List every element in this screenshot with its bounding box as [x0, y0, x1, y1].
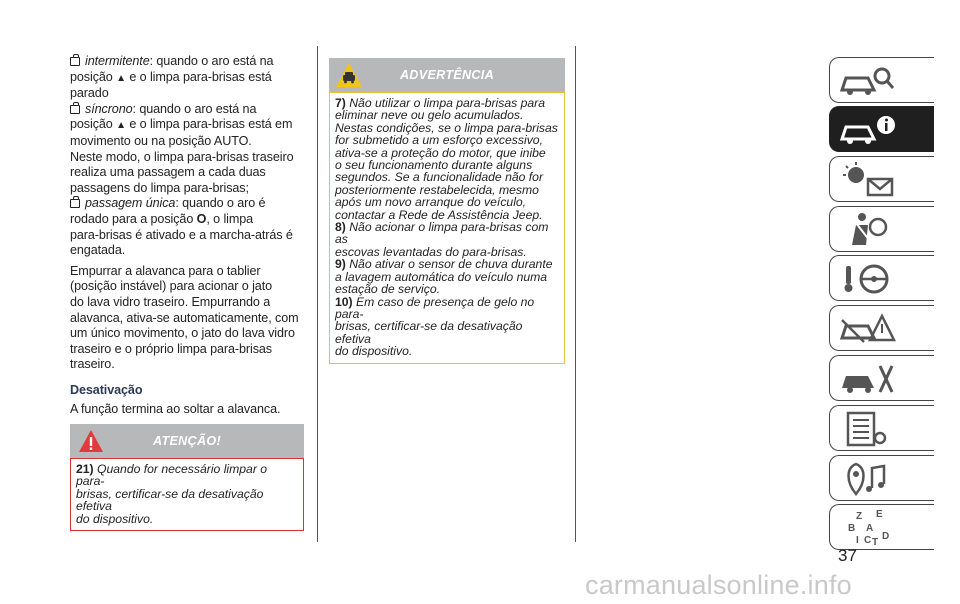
page-number: 37	[838, 546, 857, 565]
rear-wiper-icon	[70, 57, 80, 66]
item-passagem-unica: passagem única: quando o aro é rodado para a posição O, o limpa para-brisas é ativado e a marcha-atrás é engatada.	[70, 196, 293, 258]
steering-icon	[838, 260, 898, 298]
spec-list-icon	[838, 410, 898, 448]
paragraph-washer: Empurrar a alavanca para o tablier (posição instável) para acionar o jato do lava vidro traseiro. Empurrando a alavanca, ativa-se automaticamente, com um único movimento, o jato do lava vidro traseiro e o próprio limpa para-brisas traseiro.	[70, 263, 299, 372]
rear-wiper-icon	[70, 199, 80, 208]
media-nav-icon	[838, 460, 898, 498]
rear-wiper-icon	[70, 105, 80, 114]
position-symbol: ▲	[116, 72, 126, 84]
position-symbol: O	[196, 211, 207, 226]
tab-light-message[interactable]	[829, 156, 934, 202]
position-symbol: ▲	[116, 120, 126, 132]
text-column-left	[70, 54, 306, 418]
tab-seatbelt-airbag[interactable]	[829, 206, 934, 252]
attention-title: ATENÇÃO!	[153, 434, 221, 448]
svg-text:T: T	[872, 537, 879, 547]
attention-box	[70, 424, 304, 531]
item-sincrono: síncrono: quando o aro está na posição ▲ e o limpa para-brisas está em movimento ou na posição AUTO.	[70, 101, 293, 148]
tab-warning-car[interactable]	[829, 305, 934, 351]
section-heading: Desativação	[70, 382, 143, 397]
tab-index[interactable]	[829, 504, 934, 550]
svg-text:B: B	[848, 523, 856, 534]
svg-text:I: I	[856, 535, 859, 546]
car-info-icon	[838, 111, 898, 149]
tab-car-info[interactable]	[829, 106, 934, 152]
tab-spec-list[interactable]	[829, 405, 934, 451]
warning-title: ADVERTÊNCIA	[399, 68, 495, 82]
column-divider	[575, 46, 576, 542]
tab-car-search[interactable]	[829, 57, 934, 103]
svg-text:D: D	[882, 531, 890, 542]
seatbelt-airbag-icon	[838, 211, 898, 249]
paragraph-deactivation: A função termina ao soltar a alavanca.	[70, 402, 281, 417]
car-search-icon	[838, 62, 898, 100]
attention-body: 21) Quando for necessário limpar o para- brisas, certificar-se da desativação efetiva do dispositivo.	[70, 458, 304, 531]
paragraph-mode: Neste modo, o limpa para-brisas traseiro realiza uma passagem a cada duas passagens do limpa para-brisas;	[70, 149, 294, 195]
car-service-icon	[838, 360, 898, 398]
watermark: carmanualsonline.info	[585, 570, 852, 600]
attention-header	[70, 424, 304, 458]
tab-car-service[interactable]	[829, 355, 934, 401]
svg-text:A: A	[866, 523, 874, 534]
svg-text:Z: Z	[856, 511, 863, 522]
svg-text:E: E	[876, 509, 883, 520]
item-intermitente: intermitente: quando o aro está na posição ▲ e o limpa para-brisas está parado	[70, 54, 274, 101]
svg-text:C: C	[864, 535, 872, 546]
warning-body: 7) Não utilizar o limpa para-brisas para eliminar neve ou gelo acumulados. Nestas condições, se o limpa para-brisas for submetido a um esforço excessivo, ativa-se a proteção do motor, que inibe o seu funcionamento durante alguns segundos. Se a funcionalidade não for posteriormente restabelecida, mesmo após um novo arranque do veículo, contactar a Rede de Assistência Jeep. 8) Não acionar o limpa para-brisas com as escovas levantadas do para-brisas. 9) Não ativar o sensor de chuva durante a lavagem automática do veículo numa estação de serviço. 10) Em caso de presença de gelo no para- brisas, certificar-se da desativação efetiva do dispositivo.	[329, 92, 565, 364]
column-divider	[317, 46, 318, 542]
tab-steering[interactable]	[829, 255, 934, 301]
index-icon	[838, 509, 898, 547]
warning-box	[329, 58, 565, 364]
tab-media-nav[interactable]	[829, 455, 934, 501]
warning-header	[329, 58, 565, 92]
warning-car-icon	[838, 310, 898, 348]
light-message-icon	[838, 161, 898, 199]
